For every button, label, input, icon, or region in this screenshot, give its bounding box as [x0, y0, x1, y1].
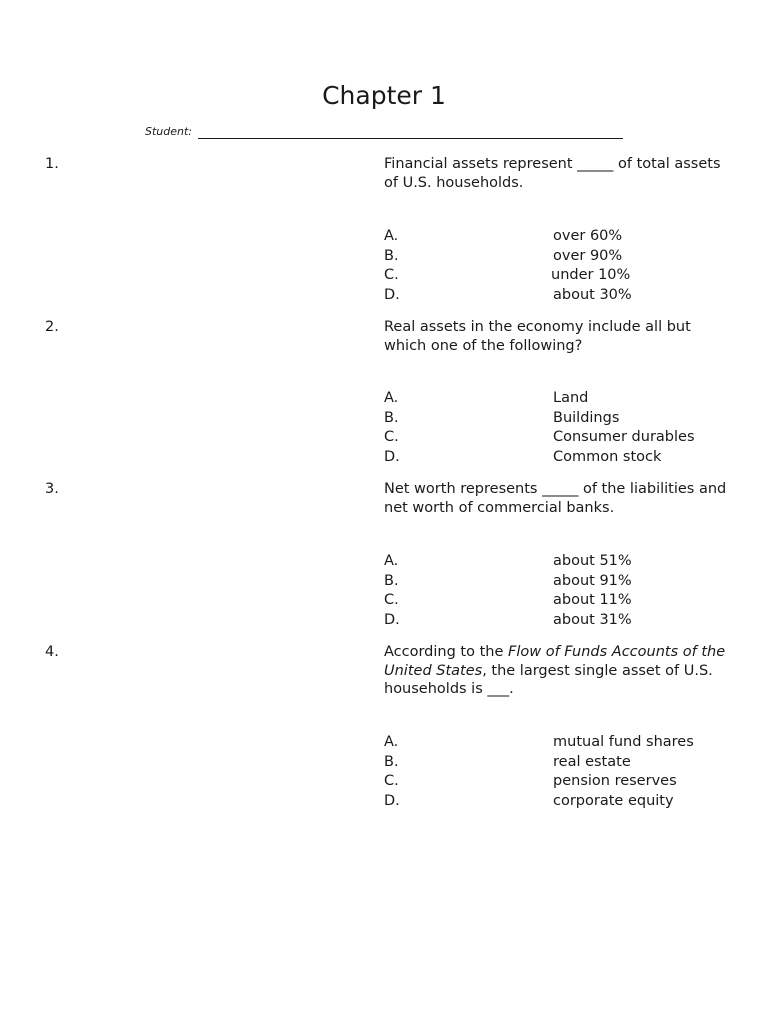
option-a[interactable]	[384, 552, 729, 572]
option-d[interactable]	[384, 448, 729, 468]
student-name-line[interactable]	[198, 138, 623, 139]
option-letter: B.	[384, 572, 399, 589]
answer-options	[384, 733, 729, 811]
answer-options	[384, 227, 729, 305]
option-text: Land	[553, 390, 589, 406]
student-name-field[interactable]	[145, 124, 623, 140]
option-b[interactable]	[384, 572, 729, 592]
option-letter: D.	[384, 286, 400, 303]
option-a[interactable]	[384, 733, 729, 753]
option-c[interactable]	[384, 266, 729, 286]
option-text: mutual fund shares	[553, 734, 694, 750]
option-c[interactable]	[384, 772, 729, 792]
option-text: Common stock	[553, 448, 662, 465]
option-text: pension reserves	[553, 773, 677, 790]
option-text: over 60%	[553, 228, 623, 244]
option-letter: D.	[384, 448, 400, 465]
option-text: about 31%	[553, 611, 632, 628]
option-text: corporate equity	[553, 792, 674, 809]
question-number: 1.	[45, 156, 59, 172]
option-text: about 30%	[553, 286, 632, 303]
option-letter: A.	[384, 390, 399, 406]
option-letter: D.	[384, 611, 400, 628]
option-c[interactable]	[384, 591, 729, 611]
option-letter: C.	[384, 267, 399, 284]
option-text: over 90%	[553, 247, 623, 264]
option-d[interactable]	[384, 286, 729, 306]
page-title: Chapter 1	[322, 81, 446, 110]
option-letter: A.	[384, 553, 399, 569]
question-text	[384, 643, 729, 699]
question-number: 2.	[45, 319, 59, 335]
option-d[interactable]	[384, 792, 729, 812]
option-letter: B.	[384, 247, 399, 264]
option-text: under 10%	[551, 267, 631, 284]
option-a[interactable]	[384, 227, 729, 247]
option-c[interactable]	[384, 428, 729, 448]
answer-options	[384, 552, 729, 630]
option-letter: C.	[384, 773, 399, 790]
option-text: Consumer durables	[553, 429, 695, 446]
option-b[interactable]	[384, 409, 729, 429]
option-b[interactable]	[384, 247, 729, 267]
option-text: about 11%	[553, 592, 632, 609]
option-a[interactable]	[384, 389, 729, 409]
question-number: 3.	[45, 481, 59, 497]
question-text-suffix: , the largest single asset of U.S. households is ___.	[384, 662, 713, 697]
option-text: about 91%	[553, 572, 632, 589]
option-text: Buildings	[553, 409, 620, 426]
option-letter: B.	[384, 409, 399, 426]
option-letter: B.	[384, 753, 399, 770]
answer-options	[384, 389, 729, 467]
student-label: Student:	[145, 125, 193, 138]
question-text-prefix: According to the	[384, 644, 508, 660]
question-text: Financial assets represent _____ of total assets of U.S. households.	[384, 156, 721, 191]
option-b[interactable]	[384, 753, 729, 773]
option-letter: D.	[384, 792, 400, 809]
option-text: real estate	[553, 753, 631, 770]
question-number: 4.	[45, 644, 59, 660]
question-text: Real assets in the economy include all but which one of the following?	[384, 319, 691, 354]
option-letter: A.	[384, 734, 399, 750]
question-text-italic: Flow of Funds Accounts of the United States	[384, 644, 726, 679]
question-text: Net worth represents _____ of the liabilities and net worth of commercial banks.	[384, 481, 727, 516]
option-text: about 51%	[553, 553, 632, 569]
option-d[interactable]	[384, 611, 729, 631]
option-letter: C.	[384, 429, 399, 446]
option-letter: A.	[384, 228, 399, 244]
option-letter: C.	[384, 592, 399, 609]
